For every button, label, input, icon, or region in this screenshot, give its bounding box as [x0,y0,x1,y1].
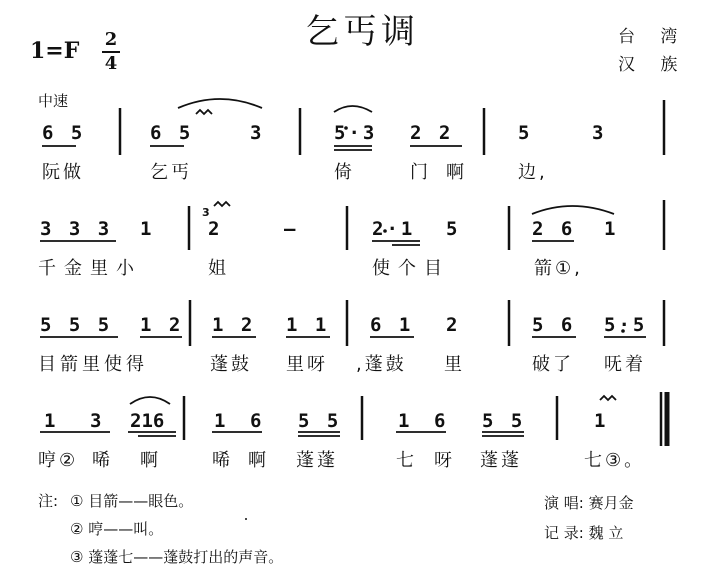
footnote-label: 注: [38,492,59,510]
note-group: 1 [594,410,609,432]
footnote-item: ① 目箭——眼色。 [70,492,194,510]
note-group: 3 3 3 [40,218,113,240]
note-group: 6 1 [370,314,414,336]
note-group: 2 2 [410,122,454,144]
note-group: 1 2 [140,314,184,336]
note-group: 1 [214,410,229,432]
note-group: 5 6 [532,314,576,336]
note-group: 1 1 [286,314,330,336]
lyric: 破了 [532,354,574,375]
lyric: 呀 [434,450,455,471]
lyric: 蓬蓬 [480,450,522,471]
lyric: 门 [410,162,431,183]
lyric: 唏 [92,450,113,471]
region-line-1: 台 湾 [618,27,688,47]
note-group: 5·3 [334,122,378,144]
lyric: 里呀 [286,354,328,375]
lyric: 阮做 [42,162,84,183]
lyric: 蓬蓬 [296,450,338,471]
song-title: 乞丐调 [305,12,419,52]
note-group: 3 [592,122,607,144]
note-group: 1 [44,410,59,432]
note-group: 5 [446,218,461,240]
note-group: 1 [140,218,155,240]
key-signature: 1=F [30,38,80,64]
lyric: 使个目 [372,258,450,279]
note-group: 2·1 [372,218,416,240]
note-group: 1 [604,218,619,240]
note-group: 5·5 [604,314,648,336]
footnote-item: ③ 蓬蓬七——蓬鼓打出的声音。 [70,548,284,566]
note-group: 3 [90,410,105,432]
note-group: 2 6 [532,218,576,240]
lyric: 啊 [446,162,467,183]
lyric: 千金里小 [38,258,142,279]
lyric: 姐 [208,258,229,279]
note-group: 6 [434,410,449,432]
note-group: – [284,218,299,240]
note-group: 5 [518,122,533,144]
lyric: 七③。 [584,450,646,471]
region-line-2: 汉 族 [618,55,688,75]
lyric: 呒着 [604,354,646,375]
lyric: 唏 [212,450,233,471]
lyric: 啊 [140,450,161,471]
tempo-marking: 中速 [38,92,69,110]
lyric: 啊 [248,450,269,471]
note-group: 5 5 [298,410,342,432]
footnote-item: ② 哼——叫。 [70,520,164,538]
singer-credit: 演 唱: 赛月金 [544,494,634,512]
lyric: 七 [396,450,417,471]
lyric: 里 [444,354,465,375]
note-group: 1 [398,410,413,432]
note-group: 3 [250,122,265,144]
note-group: 6 [250,410,265,432]
lyric: 箭①, [534,258,583,279]
note-group: 2 [208,218,223,240]
meter-bottom: 4 [104,53,118,74]
meter-top: 2 [104,29,118,50]
lyric: 倚 [334,162,355,183]
note-group: 2 [446,314,461,336]
note-group: 6 5 [42,122,86,144]
lyric: 边, [518,162,548,183]
lyric: ,蓬鼓 [356,354,407,375]
lyric: 哼② [38,450,79,471]
note-group: 5 5 5 [40,314,113,336]
lyric: 目箭里使得 [38,354,148,375]
note-group: 216 [130,410,165,432]
note-group: 1 2 [212,314,256,336]
grace-note: 3 [202,206,210,219]
lyric: 乞丐 [150,162,192,183]
note-group: 5 5 [482,410,526,432]
lyric: 蓬鼓 [210,354,252,375]
note-group: 6 5 [150,122,194,144]
recorder-credit: 记 录: 魏 立 [544,524,624,542]
